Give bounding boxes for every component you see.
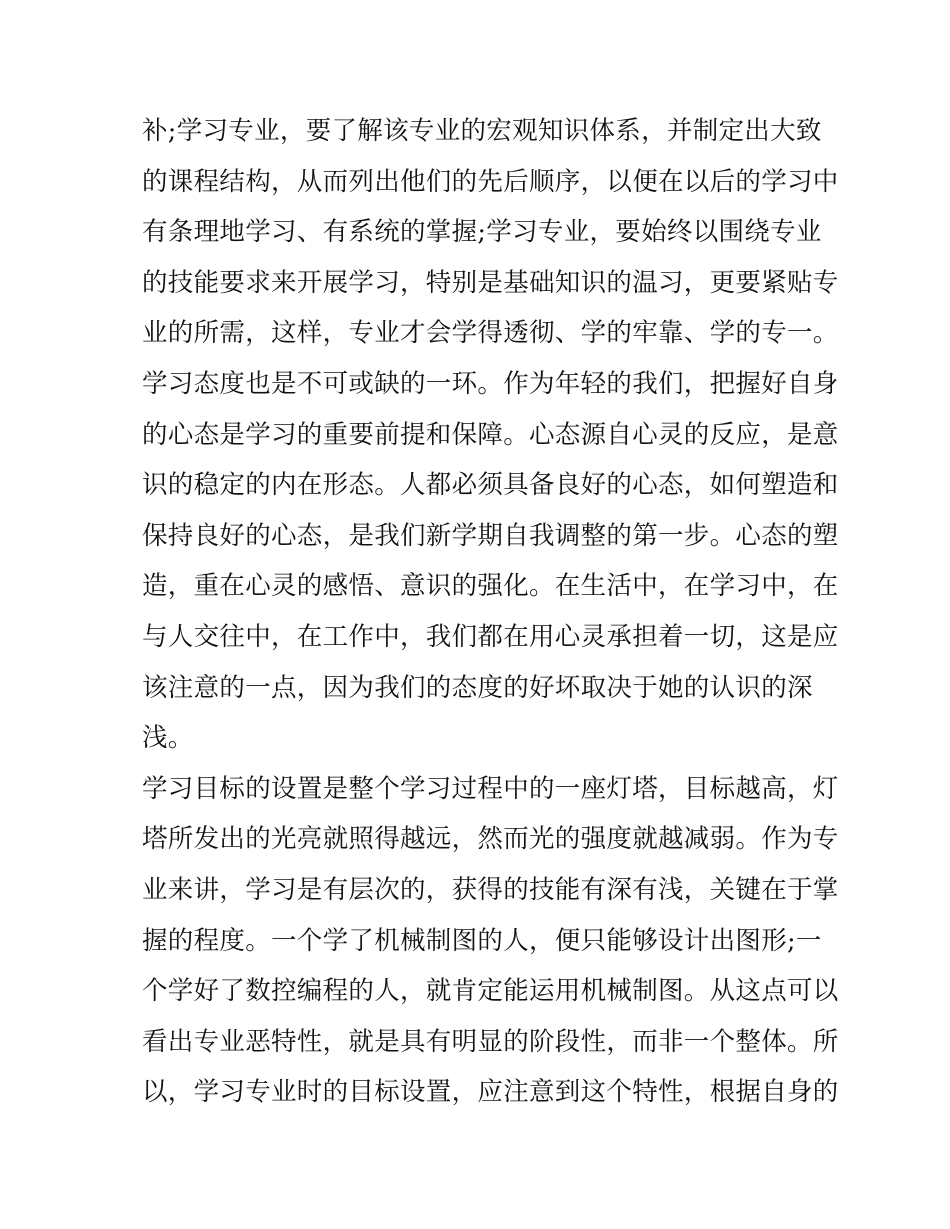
text-line: 个学好了数控编程的人，就肯定能运用机械制图。从这点可以 <box>142 976 839 1007</box>
text-line: 的课程结构，从而列出他们的先后顺序，以便在以后的学习中 <box>142 166 839 197</box>
text-line: 业来讲，学习是有层次的，获得的技能有深有浅，关键在于掌 <box>142 874 839 905</box>
text-line: 的技能要求来开展学习，特别是基础知识的温习，更要紧贴专 <box>142 267 839 298</box>
text-line: 以，学习专业时的目标设置，应注意到这个特性，根据自身的 <box>142 1077 839 1108</box>
text-line: 造，重在心灵的感悟、意识的强化。在生活中，在学习中，在 <box>142 571 839 602</box>
text-line: 的心态是学习的重要前提和保障。心态源自心灵的反应，是意 <box>142 419 839 450</box>
body-text <box>142 106 839 1118</box>
text-line: 学习目标的设置是整个学习过程中的一座灯塔，目标越高，灯 <box>142 773 839 804</box>
text-line: 学习态度也是不可或缺的一环。作为年轻的我们，把握好自身 <box>142 368 839 399</box>
text-line: 识的稳定的内在形态。人都必须具备良好的心态，如何塑造和 <box>142 470 839 501</box>
text-line: 有条理地学习、有系统的掌握;学习专业，要始终以围绕专业 <box>142 217 822 248</box>
text-line: 该注意的一点，因为我们的态度的好坏取决于她的认识的深 <box>142 672 813 703</box>
text-line: 塔所发出的光亮就照得越远，然而光的强度就越减弱。作为专 <box>142 824 839 855</box>
text-line: 浅。 <box>142 723 194 754</box>
text-line: 保持良好的心态，是我们新学期自我调整的第一步。心态的塑 <box>142 520 839 551</box>
text-line: 业的所需，这样，专业才会学得透彻、学的牢靠、学的专一。 <box>142 318 839 349</box>
text-line: 补;学习专业，要了解该专业的宏观知识体系，并制定出大致 <box>142 116 822 146</box>
text-line: 握的程度。一个学了机械制图的人，便只能够设计出图形;一 <box>142 925 822 956</box>
text-line: 与人交往中，在工作中，我们都在用心灵承担着一切，这是应 <box>142 621 839 652</box>
text-line: 看出专业恶特性，就是具有明显的阶段性，而非一个整体。所 <box>142 1026 839 1057</box>
